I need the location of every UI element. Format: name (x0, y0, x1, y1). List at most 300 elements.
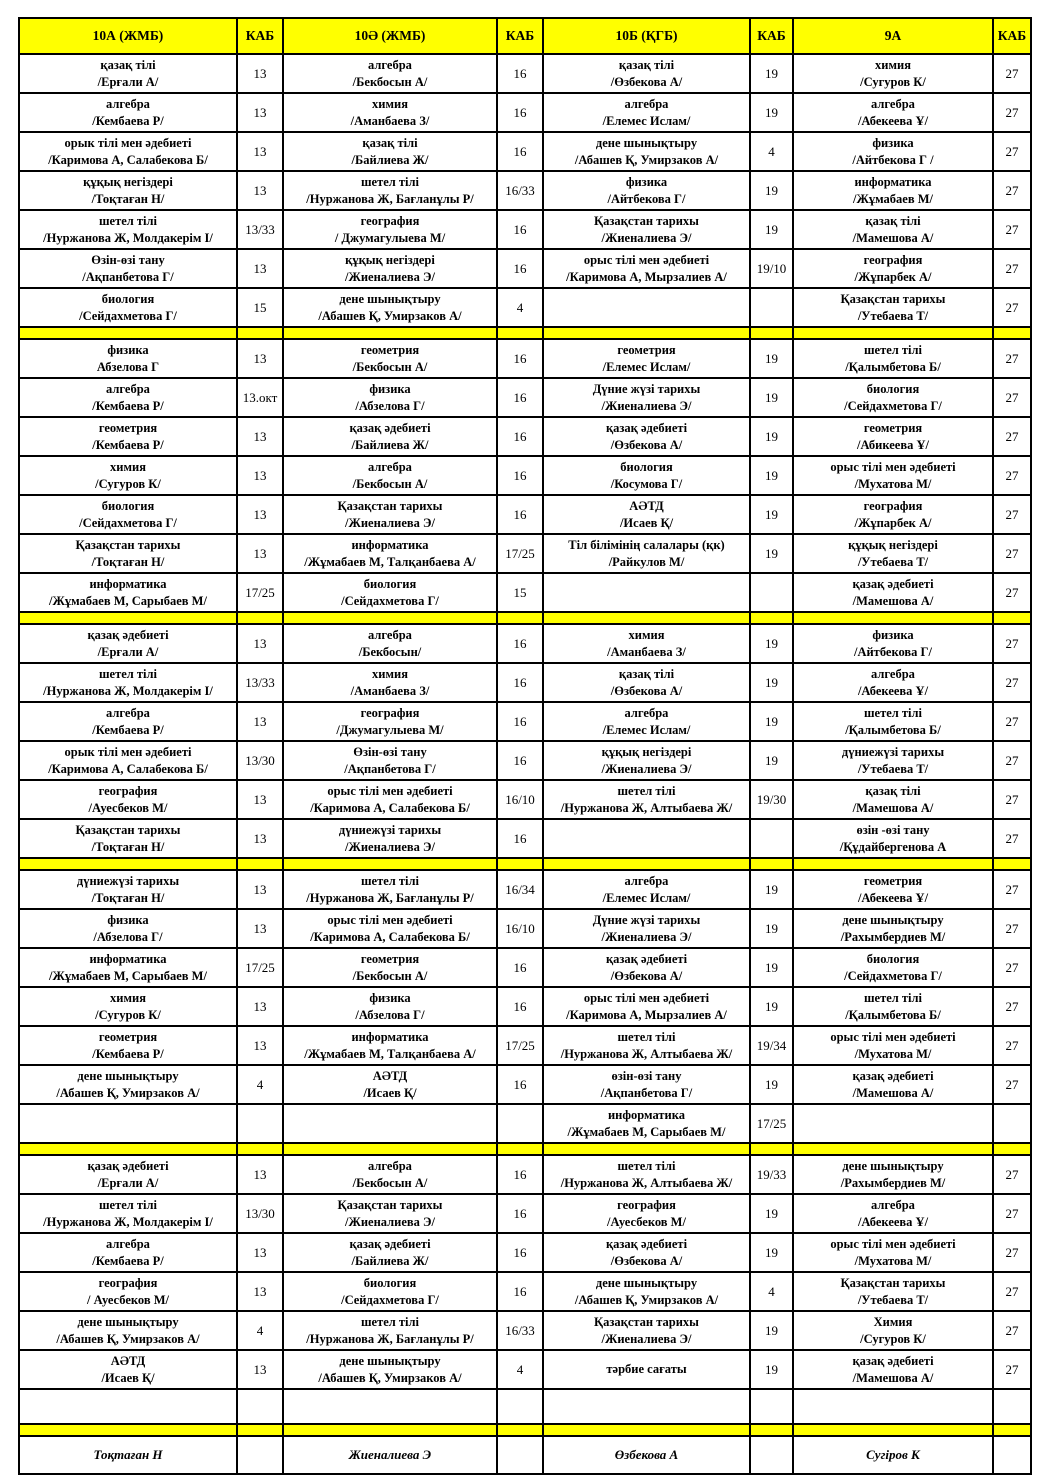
teacher-name: /Аманбаева З/ (350, 683, 430, 698)
subject-name: алгебра (368, 459, 412, 474)
subject-name: Тіл білімінің салалары (қк) (568, 537, 725, 552)
teacher-name: /Сугуров К/ (95, 476, 161, 491)
teacher-name: /Абашев Қ, Умирзаков А/ (56, 1331, 200, 1346)
teacher-name: /Нуржанова Ж, Молдакерім І/ (43, 230, 213, 245)
lesson-cell (793, 1155, 993, 1194)
subject-name: қазақ әдебиеті (852, 576, 934, 591)
room-cell: 27 (993, 132, 1031, 171)
lesson-cell (543, 1311, 750, 1350)
subject-name: физика (107, 342, 149, 357)
room-cell: 27 (993, 987, 1031, 1026)
lesson-cell (543, 573, 750, 612)
subject-name: дене шынықтыру (77, 1314, 179, 1329)
teacher-name: /Өзбекова А/ (610, 683, 683, 698)
lesson-cell (793, 624, 993, 663)
lesson-cell (793, 495, 993, 534)
teacher-name: /Мухатова М/ (854, 476, 932, 491)
room-cell: 19 (750, 624, 793, 663)
lesson-cell (19, 1026, 237, 1065)
teacher-name: /Жиеналиева Э/ (601, 761, 692, 776)
subject-name: физика (107, 912, 149, 927)
room-cell: 27 (993, 1026, 1031, 1065)
lesson-cell (793, 1233, 993, 1272)
lesson-cell (283, 870, 497, 909)
room-cell: 13 (237, 54, 283, 93)
teacher-name: /Абашев Қ, Умирзаков А/ (318, 1370, 462, 1385)
lesson-cell (793, 1026, 993, 1065)
room-cell: 13 (237, 1272, 283, 1311)
room-cell: 19/33 (750, 1155, 793, 1194)
lesson-cell (19, 909, 237, 948)
lesson-cell (283, 909, 497, 948)
room-cell: 16 (497, 741, 543, 780)
room-cell: 19 (750, 1065, 793, 1104)
lesson-cell (543, 948, 750, 987)
lesson-cell (793, 663, 993, 702)
teacher-name: /Мамешова А/ (852, 230, 934, 245)
teacher-name: /Нуржанова Ж, Алтыбаева Ж/ (560, 800, 733, 815)
room-cell: 27 (993, 624, 1031, 663)
subject-name: шетел тілі (360, 1314, 420, 1329)
lesson-cell (283, 702, 497, 741)
lesson-cell (283, 987, 497, 1026)
room-cell: 19/34 (750, 1026, 793, 1065)
teacher-name: /Жұпарбек А/ (854, 269, 932, 284)
lesson-cell (793, 378, 993, 417)
separator-cell (750, 327, 793, 339)
room-cell: 13 (237, 1026, 283, 1065)
subject-name: геометрия (98, 420, 158, 435)
teacher-name: /Нуржанова Ж, Молдакерім І/ (43, 1214, 213, 1229)
separator-cell (793, 1424, 993, 1436)
room-cell: 13 (237, 339, 283, 378)
lesson-cell (543, 702, 750, 741)
lesson-row (19, 1233, 1031, 1272)
lesson-row (19, 534, 1031, 573)
teacher-name: /Абашев Қ, Умирзаков А/ (318, 308, 462, 323)
subject-name: құқық негіздері (601, 744, 692, 759)
lesson-row (19, 624, 1031, 663)
teacher-name: /Аманбаева З/ (350, 113, 430, 128)
signature-cell: Жиеналиева Э (283, 1436, 497, 1474)
lesson-cell (543, 1350, 750, 1389)
lesson-cell (543, 1065, 750, 1104)
teacher-name: /Сугуров К/ (860, 74, 926, 89)
timetable-header (19, 18, 1031, 54)
room-cell (497, 1389, 543, 1424)
room-cell: 27 (993, 819, 1031, 858)
subject-name: өзін -өзі тану (856, 822, 930, 837)
lesson-cell (543, 54, 750, 93)
room-cell (993, 1389, 1031, 1424)
subject-name: информатика (854, 174, 932, 189)
subject-name: алгебра (368, 627, 412, 642)
teacher-name: /Райкулов М/ (608, 554, 685, 569)
teacher-name: /Абзелова Г/ (93, 929, 163, 944)
separator-cell (19, 858, 237, 870)
teacher-name: /Рахымбердиев М/ (840, 929, 946, 944)
lesson-cell (283, 378, 497, 417)
separator-cell (237, 1424, 283, 1436)
lesson-cell (19, 417, 237, 456)
lesson-row (19, 378, 1031, 417)
signature-kab-cell (497, 1436, 543, 1474)
subject-name: биология (101, 291, 155, 306)
separator-cell (993, 858, 1031, 870)
separator-cell (19, 612, 237, 624)
lesson-cell (793, 870, 993, 909)
room-cell: 27 (993, 741, 1031, 780)
teacher-name: /Елемес Ислам/ (602, 722, 691, 737)
teacher-name: /Ерғали А/ (97, 644, 159, 659)
separator-cell (993, 1143, 1031, 1155)
day-separator-row (19, 327, 1031, 339)
subject-name: тәрбие сағаты (606, 1362, 687, 1377)
teacher-name: /Тоқтаған Н/ (91, 191, 165, 206)
subject-name: қазақ әдебиеті (605, 420, 688, 435)
teacher-name: /Каримова А, Салабекова Б/ (310, 800, 470, 815)
teacher-name: /Абзелова Г/ (355, 398, 425, 413)
lesson-row (19, 339, 1031, 378)
room-cell: 27 (993, 93, 1031, 132)
room-cell: 27 (993, 1233, 1031, 1272)
subject-name: алгебра (106, 705, 150, 720)
lesson-cell (19, 288, 237, 327)
subject-name: алгебра (106, 381, 150, 396)
room-cell: 16 (497, 249, 543, 288)
room-cell: 4 (750, 1272, 793, 1311)
separator-cell (793, 327, 993, 339)
room-cell: 19 (750, 741, 793, 780)
separator-cell (283, 612, 497, 624)
teacher-name: /Каримова А, Мырзалиев А/ (566, 1007, 727, 1022)
subject-name: қазақ тілі (618, 666, 675, 681)
lesson-cell (283, 1065, 497, 1104)
room-cell: 13/30 (237, 741, 283, 780)
lesson-cell (543, 1389, 750, 1424)
room-cell: 15 (497, 573, 543, 612)
room-cell: 27 (993, 417, 1031, 456)
separator-cell (543, 327, 750, 339)
lesson-cell (19, 624, 237, 663)
subject-name: химия (372, 666, 408, 681)
separator-cell (750, 1424, 793, 1436)
teacher-name: /Абекеева Ұ/ (857, 113, 929, 128)
subject-name: орык тілі мен әдебиеті (64, 135, 192, 150)
room-cell: 19 (750, 948, 793, 987)
header-row (19, 18, 1031, 54)
room-cell: 13 (237, 249, 283, 288)
lesson-row (19, 93, 1031, 132)
lesson-cell (543, 819, 750, 858)
teacher-name: /Байлиева Ж/ (351, 152, 429, 167)
teacher-name: /Каримова А, Салабекова Б/ (310, 929, 470, 944)
subject-name: Қазақстан тарихы (840, 291, 946, 306)
room-cell: 27 (993, 456, 1031, 495)
room-cell: 13/30 (237, 1194, 283, 1233)
subject-name: дене шынықтыру (842, 912, 944, 927)
teacher-name: /Бекбосын А/ (352, 968, 428, 983)
subject-name: химия (875, 57, 911, 72)
lesson-cell (283, 1272, 497, 1311)
subject-name: химия (372, 96, 408, 111)
lesson-cell (19, 1233, 237, 1272)
teacher-name: /Каримова А, Мырзалиев А/ (566, 269, 727, 284)
teacher-name: /Сугуров К/ (95, 1007, 161, 1022)
room-cell (750, 288, 793, 327)
room-cell: 27 (993, 1194, 1031, 1233)
lesson-row (19, 1065, 1031, 1104)
room-cell: 19 (750, 456, 793, 495)
lesson-row (19, 456, 1031, 495)
subject-name: алгебра (871, 96, 915, 111)
lesson-cell (543, 1155, 750, 1194)
room-cell: 16 (497, 624, 543, 663)
separator-cell (19, 327, 237, 339)
lesson-row (19, 948, 1031, 987)
lesson-cell (283, 93, 497, 132)
lesson-cell (793, 171, 993, 210)
separator-cell (19, 1424, 237, 1436)
lesson-cell (283, 495, 497, 534)
separator-cell (283, 858, 497, 870)
column-header-kab: КАБ (750, 18, 793, 54)
room-cell: 27 (993, 1311, 1031, 1350)
teacher-name: /Нуржанова Ж, Алтыбаева Ж/ (560, 1046, 733, 1061)
room-cell: 27 (993, 573, 1031, 612)
room-cell: 13 (237, 534, 283, 573)
teacher-name: /Мамешова А/ (852, 1085, 934, 1100)
day-separator-row (19, 612, 1031, 624)
subject-name: Өзін-өзі тану (353, 744, 427, 759)
subject-name: география (360, 213, 420, 228)
teacher-name: /Сейдахметова Г/ (844, 968, 942, 983)
lesson-cell (19, 870, 237, 909)
teacher-name: / Ауесбеков М/ (86, 1292, 170, 1307)
teacher-name: /Жиеналиева Э/ (345, 515, 435, 530)
lesson-cell (543, 870, 750, 909)
lesson-cell (793, 456, 993, 495)
lesson-cell (283, 417, 497, 456)
teacher-name: /Нуржанова Ж, Бағланұлы Р/ (306, 890, 474, 905)
teacher-name: /Кембаева Р/ (92, 398, 164, 413)
room-cell: 27 (993, 1155, 1031, 1194)
teacher-name: /Исаев Қ/ (619, 515, 674, 530)
lesson-cell (19, 1311, 237, 1350)
teacher-name: /Кембаева Р/ (92, 113, 164, 128)
room-cell: 27 (993, 948, 1031, 987)
lesson-cell (543, 1272, 750, 1311)
lesson-cell (283, 1194, 497, 1233)
room-cell (237, 1389, 283, 1424)
subject-name: физика (369, 381, 411, 396)
teacher-name: /Абекеева Ұ/ (857, 890, 929, 905)
room-cell: 27 (993, 171, 1031, 210)
lesson-cell (543, 288, 750, 327)
room-cell: 19/10 (750, 249, 793, 288)
lesson-cell (543, 1233, 750, 1272)
lesson-cell (543, 1026, 750, 1065)
lesson-row (19, 819, 1031, 858)
lesson-cell (19, 1272, 237, 1311)
lesson-cell (793, 534, 993, 573)
teacher-name: /Айтбекова Г / (852, 152, 934, 167)
teacher-name: /Бекбосын/ (358, 644, 422, 659)
subject-name: Қазақстан тарихы (594, 213, 699, 228)
room-cell: 27 (993, 1350, 1031, 1389)
subject-name: дүниежүзі тарихы (76, 873, 180, 888)
subject-name: геометрия (360, 342, 420, 357)
lesson-row (19, 1026, 1031, 1065)
subject-name: қазақ тілі (865, 213, 921, 228)
subject-name: АӘТД (110, 1353, 146, 1368)
lesson-cell (793, 1104, 993, 1143)
room-cell: 19 (750, 339, 793, 378)
room-cell: 16 (497, 456, 543, 495)
subject-name: алгебра (368, 57, 412, 72)
lesson-row (19, 1194, 1031, 1233)
room-cell: 27 (993, 378, 1031, 417)
lesson-cell (19, 741, 237, 780)
subject-name: география (863, 252, 923, 267)
teacher-name: /Утебаева Т/ (857, 308, 929, 323)
teacher-name: /Жиеналиева Э/ (601, 398, 692, 413)
teacher-name: /Жиеналиева Э/ (601, 929, 692, 944)
teacher-name: /Байлиева Ж/ (351, 437, 429, 452)
teacher-name: /Өзбекова А/ (610, 968, 683, 983)
lesson-row (19, 132, 1031, 171)
lesson-cell (19, 1350, 237, 1389)
subject-name: орыс тілі мен әдебиеті (830, 1236, 956, 1251)
subject-name: қазақ әдебиеті (852, 1068, 934, 1083)
lesson-cell (793, 249, 993, 288)
room-cell: 27 (993, 54, 1031, 93)
lesson-cell (283, 54, 497, 93)
room-cell: 19 (750, 702, 793, 741)
subject-name: Өзін-өзі тану (91, 252, 165, 267)
room-cell: 15 (237, 288, 283, 327)
teacher-name: /Қалымбетова Б/ (845, 359, 941, 374)
subject-name: қазақ әдебиеті (87, 1158, 169, 1173)
room-cell: 16 (497, 1233, 543, 1272)
room-cell: 13 (237, 702, 283, 741)
subject-name: алгебра (871, 666, 915, 681)
lesson-cell (543, 741, 750, 780)
separator-cell (237, 858, 283, 870)
room-cell: 16 (497, 495, 543, 534)
room-cell: 27 (993, 1272, 1031, 1311)
lesson-cell (283, 741, 497, 780)
teacher-name: /Каримова А, Салабекова Б/ (48, 152, 208, 167)
teacher-name: /Елемес Ислам/ (602, 890, 691, 905)
teacher-name: /Ақпанбетова Г/ (344, 761, 436, 776)
teacher-name: /Сейдахметова Г/ (79, 308, 177, 323)
subject-name: қазақ әдебиеті (349, 1236, 431, 1251)
room-cell (750, 573, 793, 612)
lesson-cell (543, 909, 750, 948)
lesson-cell (283, 456, 497, 495)
lesson-cell (543, 1104, 750, 1143)
teacher-name: /Мухатова М/ (854, 1046, 932, 1061)
subject-name: дүниежүзі тарихы (841, 744, 945, 759)
teacher-name: /Джумагулыева М/ (336, 722, 444, 737)
lesson-cell (19, 1194, 237, 1233)
lesson-cell (19, 378, 237, 417)
separator-cell (543, 612, 750, 624)
subject-name: қазақ тілі (865, 783, 921, 798)
subject-name: дене шынықтыру (339, 291, 441, 306)
teacher-name: /Ерғали А/ (97, 74, 159, 89)
separator-cell (993, 612, 1031, 624)
subject-name: алгебра (368, 1158, 412, 1173)
subject-name: шетел тілі (617, 1158, 676, 1173)
room-cell: 16 (497, 417, 543, 456)
room-cell (993, 1104, 1031, 1143)
room-cell (237, 1104, 283, 1143)
lesson-cell (19, 495, 237, 534)
room-cell: 13/33 (237, 663, 283, 702)
room-cell: 4 (237, 1311, 283, 1350)
lesson-cell (543, 378, 750, 417)
room-cell: 19 (750, 495, 793, 534)
room-cell: 13 (237, 819, 283, 858)
separator-cell (19, 1143, 237, 1155)
room-cell: 27 (993, 210, 1031, 249)
lesson-cell (793, 132, 993, 171)
room-cell: 4 (237, 1065, 283, 1104)
lesson-cell (793, 948, 993, 987)
column-header-kab: КАБ (993, 18, 1031, 54)
separator-cell (543, 858, 750, 870)
subject-name: алгебра (624, 705, 669, 720)
lesson-cell (19, 819, 237, 858)
lesson-cell (283, 1104, 497, 1143)
room-cell: 19 (750, 171, 793, 210)
teacher-name: Абзелова Г (96, 359, 160, 374)
room-cell: 16 (497, 132, 543, 171)
room-cell: 16 (497, 1272, 543, 1311)
lesson-cell (793, 417, 993, 456)
lesson-cell (543, 534, 750, 573)
lesson-row (19, 417, 1031, 456)
lesson-cell (793, 702, 993, 741)
lesson-cell (793, 819, 993, 858)
room-cell (750, 1389, 793, 1424)
separator-cell (993, 1424, 1031, 1436)
subject-name: геометрия (98, 1029, 158, 1044)
teacher-name: /Аманбаева З/ (607, 644, 686, 659)
subject-name: биология (620, 459, 673, 474)
separator-cell (750, 612, 793, 624)
teacher-name: /Тоқтаған Н/ (91, 890, 165, 905)
lesson-cell (283, 819, 497, 858)
teacher-name: /Кембаева Р/ (92, 722, 164, 737)
teacher-name: /Утебаева Т/ (857, 554, 929, 569)
teacher-name: /Байлиева Ж/ (351, 1253, 429, 1268)
room-cell: 19 (750, 663, 793, 702)
lesson-cell (19, 987, 237, 1026)
subject-name: алгебра (624, 873, 669, 888)
separator-cell (793, 612, 993, 624)
column-header-kab: КАБ (497, 18, 543, 54)
room-cell: 4 (497, 1350, 543, 1389)
teacher-name: /Жұпарбек А/ (854, 515, 932, 530)
lesson-row (19, 495, 1031, 534)
lesson-cell (19, 171, 237, 210)
teacher-name: /Сугуров К/ (860, 1331, 926, 1346)
room-cell: 17/25 (237, 948, 283, 987)
room-cell: 27 (993, 870, 1031, 909)
